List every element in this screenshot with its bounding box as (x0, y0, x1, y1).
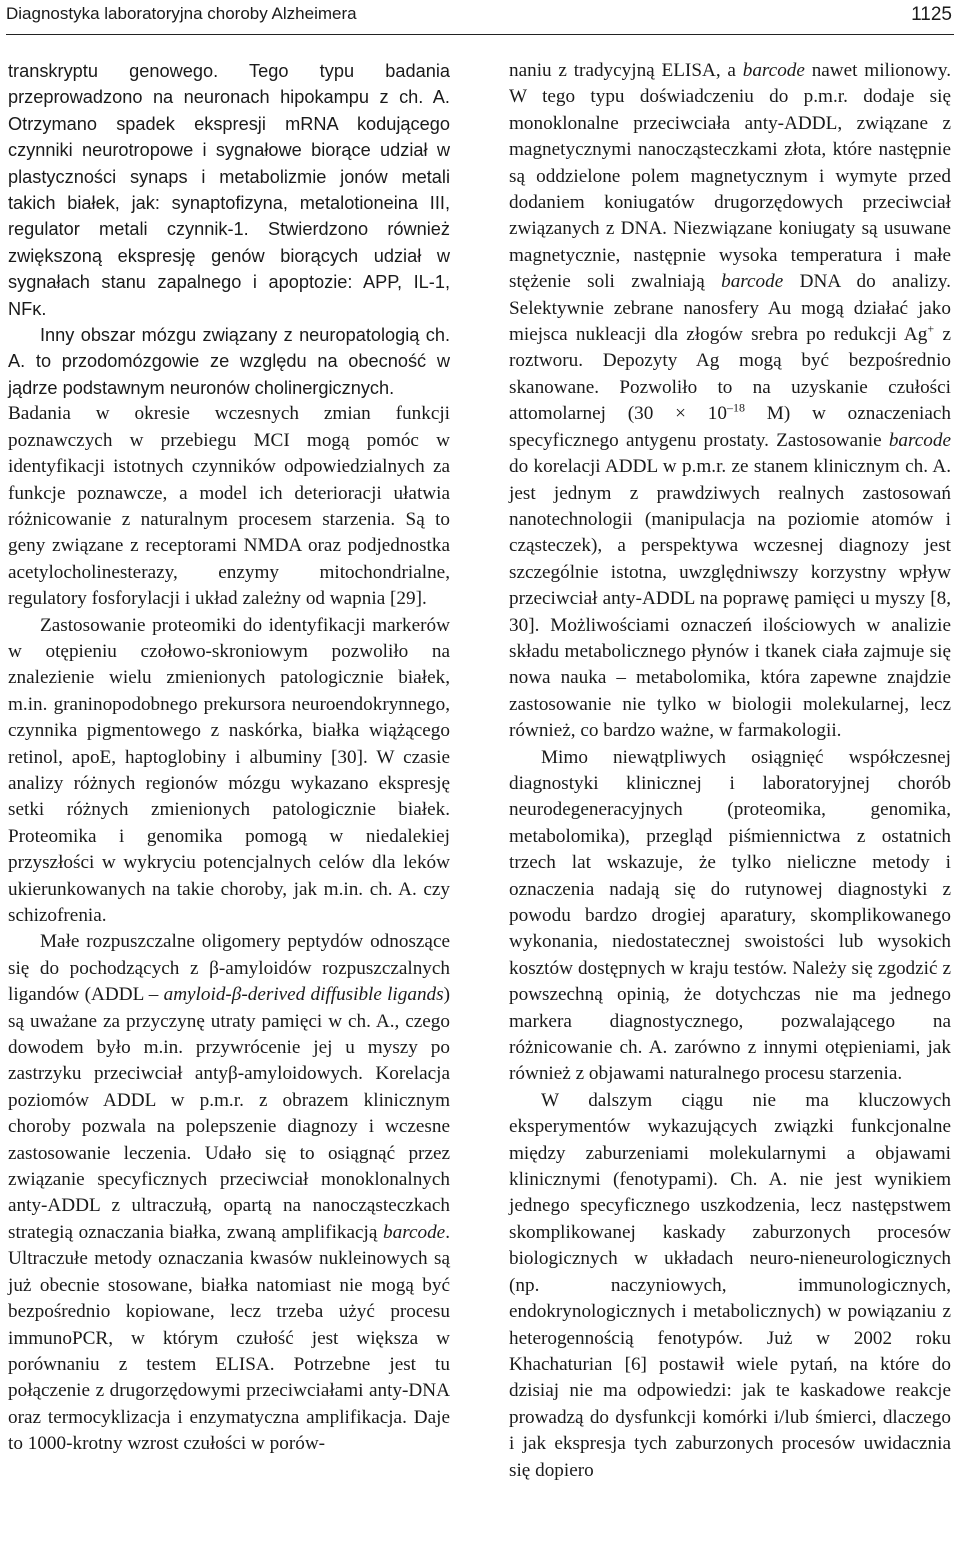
right-column (509, 58, 951, 1484)
superscript: –18 (726, 400, 745, 415)
italic-term: barcode (888, 429, 951, 451)
text-run: Małe rozpuszczalne oligomery peptydów odnoszące się do pochodzących z β-amyloidów rozpuszczalnych ligandów (ADDL – (8, 931, 450, 1006)
paragraph-gene-expression: transkryptu genowego. Tego typu badania przeprowadzono na neuronach hipokampu z ch. A. Otrzymano spadek ekspresji mRNA kodującego czynniki neurotropowe i sygnałowe biorące udział w plastyczności synaps i metabolizmie jonów metali takich białek, jak: synaptofizyna, metalotioneina III, regulator metali czynnik-1. Stwierdzono również zwiększoną ekspresję genów biorących udział w sygnałach stanu zapalnego i apoptozie: APP, IL-1, NFκ. (8, 61, 450, 319)
paragraph-forebrain: Inny obszar mózgu związany z neuropatologią ch. A. to przodomózgowie ze względu na obecność w jądrze podstawnym neuronów cholinergicznych. (8, 325, 450, 398)
page-number: 1125 (911, 4, 952, 25)
text-run: nawet milionowy. W tego typu doświadczeniu do p.m.r. dodaje się monoklonalne przeciwciała anty-ADDL, związane z magnetycznymi nanocząsteczkami złota, które następnie są oddzielone polem magnetycznym i wymyte przed dodaniem koniugatów drugorzędowych przeciwciał związanych z DNA. Niezwiązane koniugaty są usuwane magnetycznie, następnie wysoka temperatura i małe stężenie soli zwalniają (509, 60, 951, 293)
text-run: DNA do analizy. Selektywnie zebrane nanosfery Au mogą działać jako miejsca nukleacji dla złogów srebra po redukcji Ag (509, 271, 951, 346)
italic-term: barcode (383, 1221, 446, 1243)
text-run: M) w oznaczeniach specyficznego antygenu prostaty. Zastosowanie (509, 403, 951, 451)
paragraph-key-experiments: W dalszym ciągu nie ma kluczowych eksperymentów wykazujących związki funkcjonalne między zaburzeniami molekularnymi a objawami klinicznymi (fenotypami). Ch. A. nie jest wynikiem jednego specyficznego uszkodzenia, lecz następstwem skomplikowanej kaskady zaburzonych procesów biologicznych w układach neuro-nieneurologicznych (np. naczyniowych, immunologicznych, endokrynologicznych i metabolicznych) w powiązaniu z heterogennością fenotypów. Już w 2002 roku Khachaturian [6] postawił wiele pytań, na które do dzisiaj nie ma odpowiedzi: jak te kaskadowe reakcje prowadzą do dysfunkcji komórki i/lub śmierci, dlaczego i jak ekspresja tych zaburzonych procesów uwidacznia się dopiero (509, 1089, 951, 1481)
italic-term: barcode (721, 271, 784, 293)
paragraph-addl (8, 929, 450, 1457)
text-run: naniu z tradycyjną ELISA, a (509, 60, 743, 81)
paragraph-barcode-method (509, 58, 951, 745)
text-run: z roztworu. Depozyty Ag mogą być bezpośrednio skanowane. Pozwoliło to na uzyskanie czułości attomolarnej (30 × 10 (509, 324, 951, 425)
paragraph-mci-studies: Badania w okresie wczesnych zmian funkcji poznawczych w przebiegu MCI mogą pomóc w identyfikacji istotnych czynników odpowiedzialnych za funkcje poznawcze, a model ich deterioracji ułatwia różnicowanie z naturalnym procesem starzenia. Są to geny związane z receptorami NMDA oraz podjednostka acetylocholinesterazy, enzymy mitochondrialne, regulatory fosforylacji i układ zależny od wapnia [29]. (8, 403, 450, 610)
left-column (8, 58, 450, 1458)
italic-term: barcode (742, 60, 805, 81)
running-title: Diagnostyka laboratoryjna choroby Alzheimera (6, 4, 357, 23)
paragraph-diagnostics-summary: Mimo niewątpliwych osiągnięć współczesnej diagnostyki klinicznej i laboratoryjnej chorób neurodegeneracyjnych (proteomika, genomika, metabolomika), przegląd piśmiennictwa z ostatnich trzech lat wskazuje, że tylko nieliczne metody i oznaczenia nadają się do rutynowej diagnostyki z powodu bardzo drogiej aparatury, skomplikowanego wykonania, niedostatecznej swoistości lub wysokich kosztów dostępnych w kraju testów. Należy się zgodzić z powszechną opinią, że dotychczas nie ma jednego markera diagnostycznego, pozwalającego na różnicowanie ch. A. zarówno z innymi otępieniami, jak również z objawami naturalnego procesu starzenia. (509, 746, 951, 1085)
text-run: do korelacji ADDL w p.m.r. ze stanem klinicznym ch. A. jest jednym z prawdziwych realnych zastosowań nanotechnologii (manipulacja na poziomie atomów i cząsteczek), a perspektywa wczesnej diagnozy jest szczególnie istotna, uwzględniwszy korzystny wpływ przeciwciał anty-ADDL na poprawę pamięci u myszy [8, 30]. Możliwościami oznaczeń ilościowych w analizie składu metabolicznego płynów i tkanek ciała zajmuje się nowa nauka – metabolomika, która zapewne znajdzie zastosowanie nie tylko w biologii molekularnej, lecz również, co bardzo ważne, w farmakologii. (509, 456, 951, 742)
paragraph-proteomics: Zastosowanie proteomiki do identyfikacji markerów w otępieniu czołowo-skroniowym pozwoliło na znalezienie wielu zmienionych patologicznie białek, m.in. graninopodobnego prekursora neuroendokrynnego, czynnika pigmentowego z naskórka, białka wiążącego retinol, apoE, haptoglobiny i albuminy [30]. W czasie analizy różnych regionów mózgu wykazano ekspresję setki różnych zmienionych patologicznie białek. Proteomika i genomika pomogą w niedalekiej przyszłości w wykryciu potencjalnych celów dla leków ukierunkowanych na takie choroby, jak m.in. ch. A. czy schizofrenia. (8, 614, 450, 926)
text-run: . Ultraczułe metody oznaczania kwasów nukleinowych są już obecnie stosowane, białka natomiast nie mogą być bezpośrednio kopiowane, lecz trzeba użyć procesu immunoPCR, w którym czułość jest większa w porównaniu z testem ELISA. Potrzebne jest tu połączenie z drugorzędowymi przeciwciałami anty-DNA oraz termocyklizacja i enzymatyczna amplifikacja. Daje to 1000-krotny wzrost czułości w porów- (8, 1221, 450, 1455)
text-run: ) są uważane za przyczynę utraty pamięci w ch. A., czego dowodem było m.in. przywrócenie jej u myszy po zastrzyku przeciwciał antyβ-amyloidowych. Korelacja poziomów ADDL w p.m.r. z obrazem klinicznym choroby pozwala na polepszenie diagnozy i wczesne zastosowanie leczenia. Udało się to osiągnąć przez związanie specyficznych przeciwciał monoklonalnych anty-ADDL z ultraczułą, opartą na nanocząsteczkach strategią oznaczania białka, zwaną amplifikacją (8, 984, 450, 1243)
italic-term: amyloid-β-derived diffusible ligands (163, 984, 444, 1006)
superscript: + (927, 321, 935, 336)
running-header (6, 0, 954, 35)
